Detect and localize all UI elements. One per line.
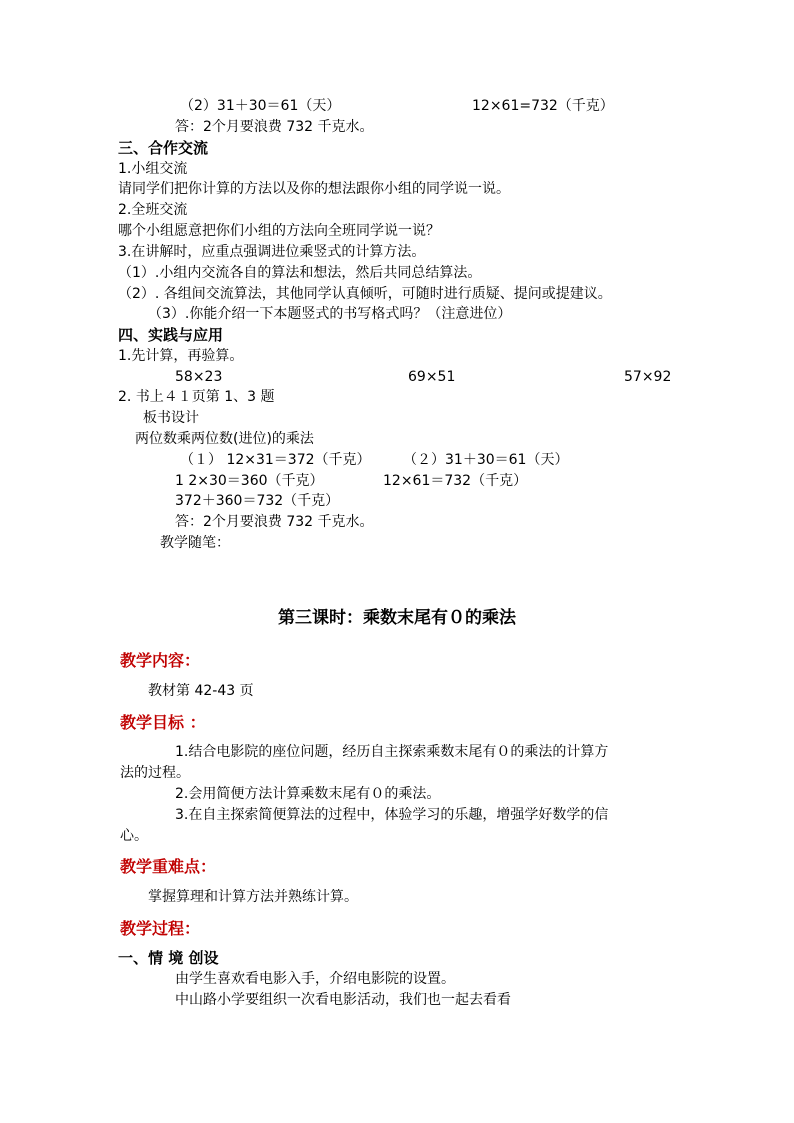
list-item: 请同学们把你计算的方法以及你的想法跟你小组的同学说一说。 bbox=[118, 181, 510, 197]
goal-line: 1.结合电影院的座位问题，经历自主探索乘数末尾有０的乘法的计算方 bbox=[175, 744, 609, 760]
goal-line: 2.会用简便方法计算乘数末尾有０的乘法。 bbox=[175, 786, 441, 802]
goal-line: 法的过程。 bbox=[120, 765, 190, 781]
board-line: （２）31＋30＝61（天） bbox=[403, 452, 569, 468]
goal-line: 心。 bbox=[120, 828, 148, 844]
practice-problem: 57×92 bbox=[624, 369, 672, 385]
key-points-text: 掌握算理和计算方法并熟练计算。 bbox=[148, 889, 358, 905]
list-item: （1）.小组内交流各自的算法和想法，然后共同总结算法。 bbox=[118, 265, 482, 281]
content-heading: 教学内容： bbox=[120, 651, 201, 670]
process-heading: 教学过程： bbox=[120, 919, 201, 938]
step-line: 中山路小学要组织一次看电影活动，我们也一起去看看 bbox=[175, 992, 511, 1008]
list-item: 哪个小组愿意把你们小组的方法向全班同学说一说？ bbox=[118, 223, 440, 239]
list-item: 1.小组交流 bbox=[118, 161, 188, 177]
board-line: 1 2×30＝360（千克） bbox=[175, 473, 324, 489]
board-line: 372＋360＝732（千克） bbox=[175, 493, 340, 509]
practice-item-2: 2. 书上４１页第 1、3 题 bbox=[118, 389, 275, 405]
key-points-heading: 教学重难点： bbox=[120, 857, 217, 876]
practice-item-1: 1.先计算，再验算。 bbox=[118, 348, 244, 364]
list-item: （2）. 各组间交流算法，其他同学认真倾听，可随时进行质疑、提问或提建议。 bbox=[118, 286, 612, 302]
list-item: 2.全班交流 bbox=[118, 202, 188, 218]
answer-line: 答：2个月要浪费 732 千克水。 bbox=[175, 119, 374, 135]
practice-problem: 69×51 bbox=[408, 369, 456, 385]
practice-problem: 58×23 bbox=[175, 369, 223, 385]
list-item: （3）.你能介绍一下本题竖式的书写格式吗？（注意进位） bbox=[148, 306, 512, 322]
goals-heading: 教学目标 ： bbox=[120, 713, 206, 732]
content-text: 教材第 42-43 页 bbox=[148, 683, 254, 699]
section-heading-practice: 四、实践与应用 bbox=[118, 326, 224, 344]
calc-line-kg: 12×61=732（千克） bbox=[472, 98, 614, 114]
step-line: 由学生喜欢看电影入手，介绍电影院的设置。 bbox=[175, 971, 455, 987]
board-title: 两位数乘两位数(进位)的乘法 bbox=[135, 431, 314, 447]
lesson-title: 第三课时：乘数末尾有０的乘法 bbox=[278, 608, 516, 628]
list-item: 3.在讲解时，应重点强调进位乘竖式的计算方法。 bbox=[118, 244, 426, 260]
board-design-label: 板书设计 bbox=[143, 410, 199, 426]
board-line: （１） 12×31＝372（千克） bbox=[180, 452, 371, 468]
board-answer: 答：2个月要浪费 732 千克水。 bbox=[175, 514, 374, 530]
board-line: 12×61＝732（千克） bbox=[383, 473, 528, 489]
goal-line: 3.在自主探索简便算法的过程中，体验学习的乐趣，增强学好数学的信 bbox=[175, 807, 609, 823]
calc-line-days: （2）31＋30＝61（天） bbox=[180, 98, 341, 114]
step-heading-situation: 一、情 境 创设 bbox=[118, 949, 219, 967]
teaching-notes-label: 教学随笔： bbox=[160, 535, 230, 551]
section-heading-cooperation: 三、合作交流 bbox=[118, 139, 209, 157]
